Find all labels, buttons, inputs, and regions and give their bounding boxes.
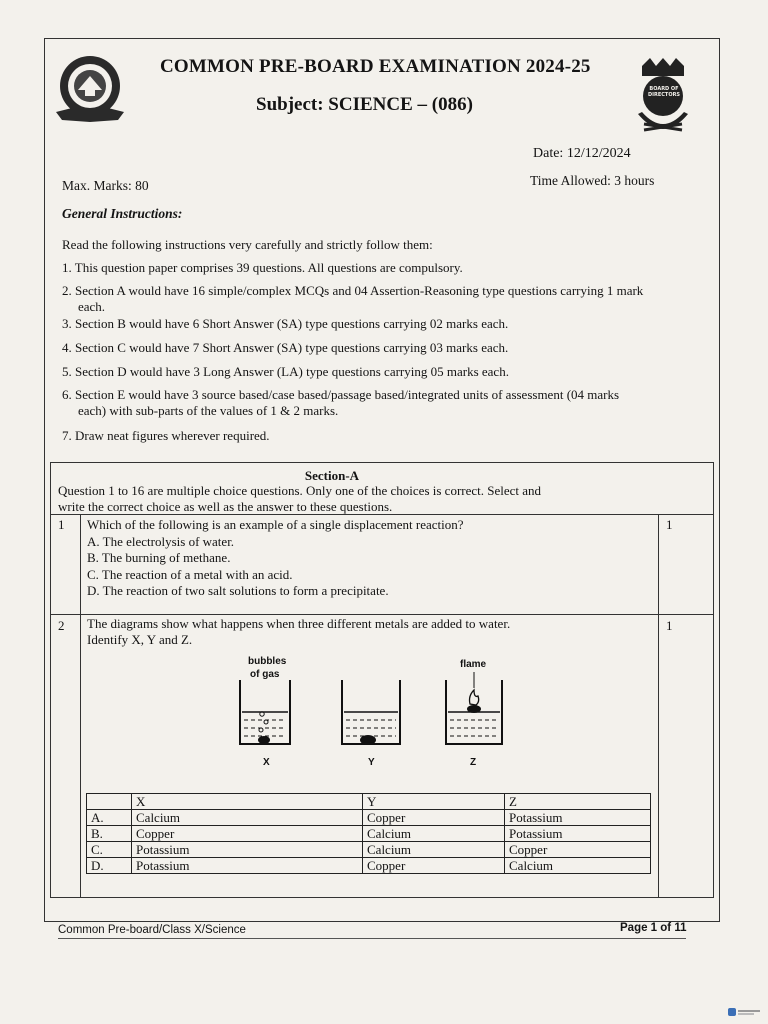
instruction-item: 7. Draw neat figures wherever required. — [62, 428, 270, 443]
instruction-item: 6. Section E would have 3 source based/case based/passage based/integrated units of assessment (04 marks each) with sub-parts of the values of 1 & 2 marks. — [62, 387, 620, 418]
option-b: B. The burning of methane. — [87, 550, 231, 565]
instructions-intro: Read the following instructions very carefully and strictly follow them: — [62, 237, 433, 252]
table-cell: Z — [505, 794, 651, 810]
option-c: C. The reaction of a metal with an acid. — [87, 567, 293, 582]
table-cell: Copper — [132, 826, 363, 842]
time-allowed: Time Allowed: 3 hours — [530, 173, 655, 188]
school-emblem-logo — [52, 50, 128, 128]
table-cell: D. — [87, 858, 132, 874]
footer-divider — [58, 938, 686, 939]
question-number: 2 — [58, 618, 65, 633]
table-cell: Copper — [505, 842, 651, 858]
table-cell: Calcium — [505, 858, 651, 874]
beaker-x — [240, 680, 290, 744]
footer-left-text: Common Pre-board/Class X/Science — [58, 924, 246, 936]
table-cell: A. — [87, 810, 132, 826]
logo-right-text: BOARD OF DIRECTORS — [647, 86, 681, 98]
row-divider — [50, 614, 714, 615]
table-header-row — [87, 794, 651, 810]
question-text: The diagrams show what happens when three different metals are added to water. Identify X, Y and Z. — [87, 616, 511, 647]
exam-title: COMMON PRE-BOARD EXAMINATION 2024-25 — [160, 56, 591, 77]
table-cell: X — [132, 794, 363, 810]
camscanner-watermark-icon — [728, 1006, 762, 1018]
section-a-description: Question 1 to 16 are multiple choice questions. Only one of the choices is correct. Select and write the correct choice as well as the answer to these questions. — [58, 483, 542, 514]
instruction-item: 3. Section B would have 6 Short Answer (SA) type questions carrying 02 marks each. — [62, 316, 509, 331]
subject-title: Subject: SCIENCE – (086) — [256, 94, 473, 115]
table-cell: Calcium — [363, 842, 505, 858]
question-marks: 1 — [666, 517, 673, 532]
instruction-item: 2. Section A would have 16 simple/complex MCQs and 04 Assertion-Reasoning type questions carrying 1 mark each. — [62, 283, 644, 314]
beaker-z — [446, 672, 502, 744]
question-number: 1 — [58, 517, 65, 532]
page-number: Page 1 of 11 — [620, 922, 687, 934]
table-cell: B. — [87, 826, 132, 842]
table-row — [87, 842, 651, 858]
table-cell — [87, 794, 132, 810]
table-cell: Copper — [363, 810, 505, 826]
question-marks: 1 — [666, 618, 673, 633]
table-cell: Calcium — [132, 810, 363, 826]
exam-date: Date: 12/12/2024 — [533, 146, 631, 161]
table-cell: Copper — [363, 858, 505, 874]
beaker-y — [342, 680, 400, 745]
instruction-item: 5. Section D would have 3 Long Answer (LA) type questions carrying 05 marks each. — [62, 364, 509, 379]
column-divider — [80, 514, 81, 898]
table-cell: Y — [363, 794, 505, 810]
table-cell: C. — [87, 842, 132, 858]
table-cell: Potassium — [132, 858, 363, 874]
table-row — [87, 810, 651, 826]
table-row — [87, 826, 651, 842]
table-cell: Potassium — [505, 810, 651, 826]
label-y: Y — [368, 757, 375, 768]
label-flame: flame — [460, 659, 487, 670]
instruction-item: 4. Section C would have 7 Short Answer (SA) type questions carrying 03 marks each. — [62, 340, 509, 355]
question-text: Which of the following is an example of a single displacement reaction? — [87, 517, 464, 532]
option-d: D. The reaction of two salt solutions to form a precipitate. — [87, 583, 389, 598]
table-row — [87, 858, 651, 874]
column-divider — [658, 514, 659, 898]
instruction-item: 1. This question paper comprises 39 questions. All questions are compulsory. — [62, 260, 463, 275]
row-divider — [50, 514, 714, 515]
metals-in-water-diagram — [228, 652, 518, 777]
instructions-title: General Instructions: — [62, 206, 183, 221]
max-marks: Max. Marks: 80 — [62, 178, 149, 193]
label-bubbles-2: of gas — [250, 669, 280, 680]
table-cell: Potassium — [505, 826, 651, 842]
section-a-title: Section-A — [304, 468, 360, 483]
label-z: Z — [470, 757, 477, 768]
table-cell: Calcium — [363, 826, 505, 842]
answer-options-table — [86, 793, 651, 874]
label-x: X — [263, 757, 270, 768]
table-cell: Potassium — [132, 842, 363, 858]
label-bubbles: bubbles — [248, 656, 287, 667]
option-a: A. The electrolysis of water. — [87, 534, 235, 549]
